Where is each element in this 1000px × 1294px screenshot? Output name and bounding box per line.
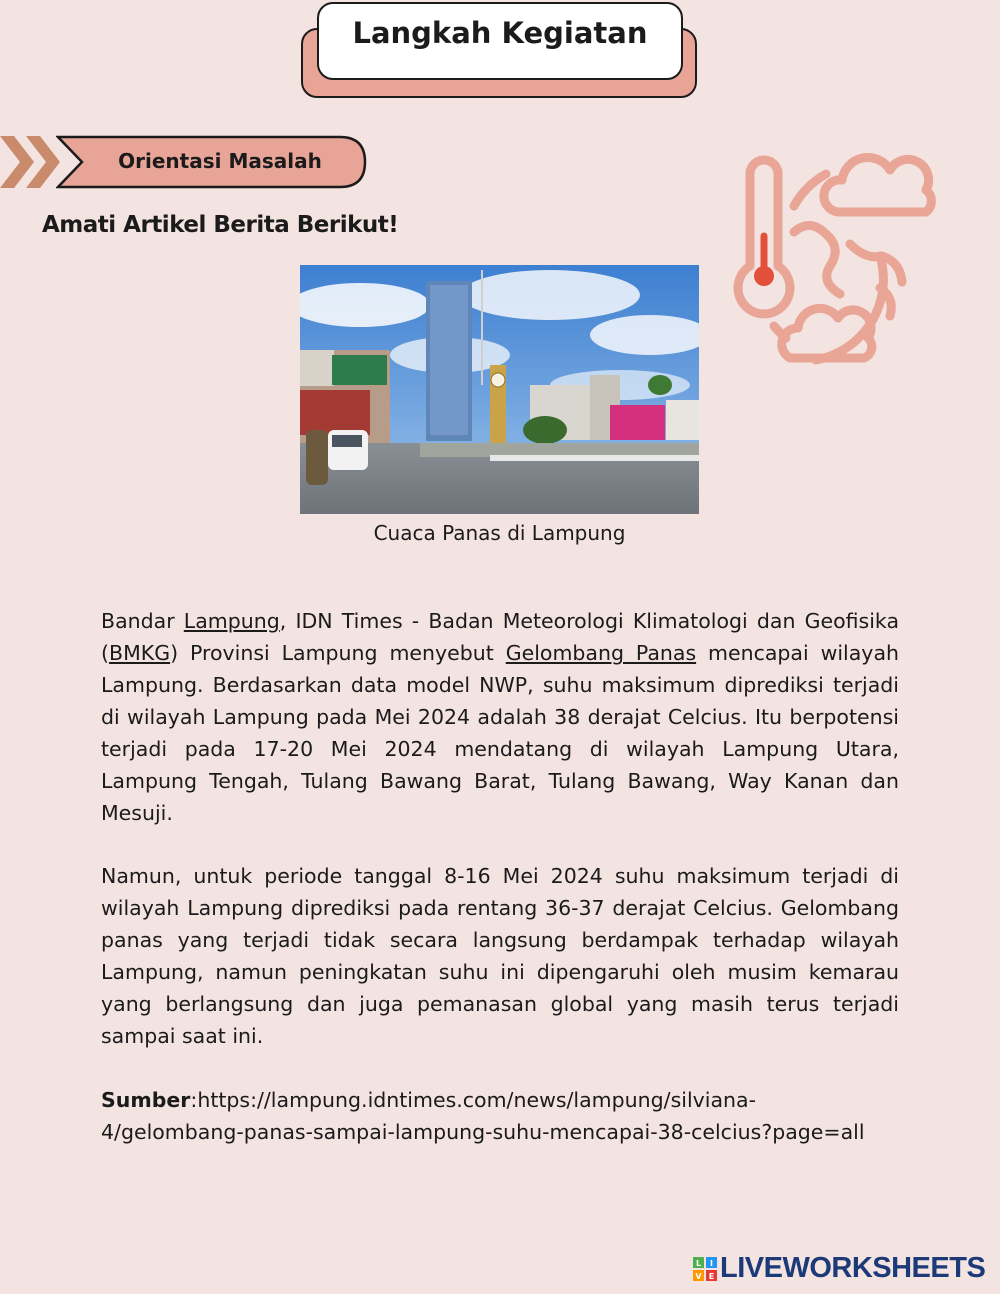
logo-letter-e: E bbox=[708, 1271, 715, 1281]
source-citation bbox=[101, 1084, 901, 1148]
p1-text-3: ) Provinsi Lampung menyebut bbox=[170, 641, 506, 665]
p1-text-2: , IDN Times - Badan Meteorologi Klimatologi dan Geofisika ( bbox=[101, 609, 900, 665]
logo-letter-v: V bbox=[695, 1271, 702, 1281]
source-label: Sumber bbox=[101, 1088, 191, 1112]
page-title: Langkah Kegiatan bbox=[317, 2, 683, 80]
gelombang-panas-link[interactable]: Gelombang Panas bbox=[505, 641, 697, 665]
lampung-link[interactable]: Lampung bbox=[183, 609, 280, 633]
p1-text-1: Bandar bbox=[101, 609, 184, 633]
instruction-heading: Amati Artikel Berita Berikut! bbox=[42, 212, 399, 238]
thermometer-globe-icon bbox=[730, 148, 942, 380]
section-label: Orientasi Masalah bbox=[118, 149, 322, 173]
logo-letter-i: I bbox=[710, 1258, 713, 1268]
article-paragraph-1 bbox=[101, 605, 899, 829]
logo-text: LIVEWORKSHEETS bbox=[720, 1252, 986, 1284]
source-url-line-1: :https://lampung.idntimes.com/news/lampung/silviana- bbox=[190, 1088, 756, 1112]
news-photo bbox=[300, 265, 699, 514]
logo-blocks-icon bbox=[693, 1257, 717, 1281]
article-paragraph-2: Namun, untuk periode tanggal 8-16 Mei 2024 suhu maksimum terjadi di wilayah Lampung diprediksi pada rentang 36-37 derajat Celcius. Gelombang panas yang terjadi tidak secara langsung berdampak terhadap wilayah Lampung, namun peningkatan suhu ini dipengaruhi oleh musim kemarau yang berlangsung dan juga pemanasan global yang masih terus terjadi sampai saat ini. bbox=[101, 864, 899, 1048]
source-url-line-2: 4/gelombang-panas-sampai-lampung-suhu-mencapai-38-celcius?page=all bbox=[101, 1120, 865, 1144]
photo-caption: Cuaca Panas di Lampung bbox=[373, 521, 626, 545]
p1-text-4: mencapai wilayah Lampung. Berdasarkan data model NWP, suhu maksimum diprediksi terjadi di wilayah Lampung pada Mei 2024 adalah 38 derajat Celcius. Itu berpotensi terjadi pada 17-20 Mei 2024 mendatang di wilayah Lampung Utara, Lampung Tengah, Tulang Bawang Barat, Tulang Bawang, Way Kanan dan Mesuji. bbox=[101, 641, 899, 825]
logo-letter-l: L bbox=[695, 1258, 702, 1268]
bmkg-link[interactable]: BMKG bbox=[109, 641, 171, 665]
liveworksheets-logo bbox=[693, 1252, 985, 1285]
